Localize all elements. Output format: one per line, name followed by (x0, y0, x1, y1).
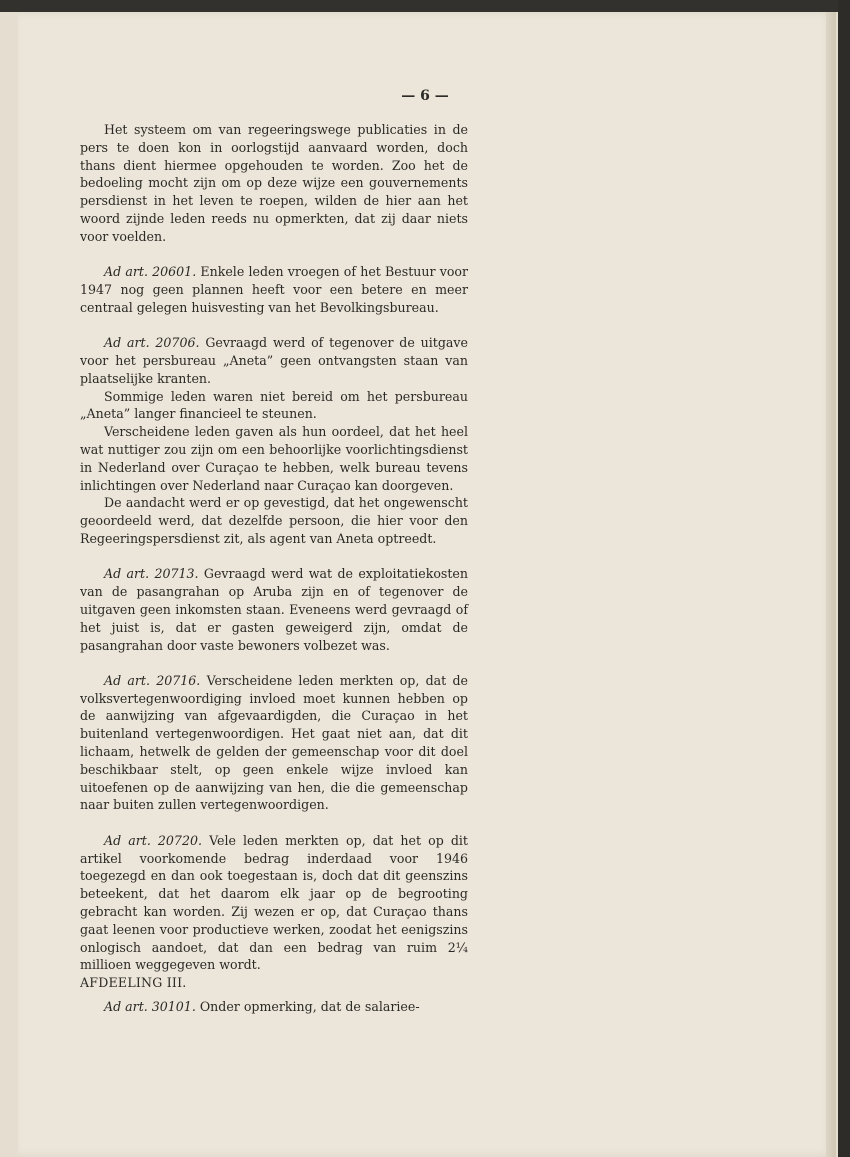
paragraph-text: Vele leden merkten op, dat het op dit artikel voorkomende bedrag inderdaad voor 1946 toegezegd en dan ook toegestaan is, doch dat dit geenszins beteekent, dat het daarom elk jaar op de begrooting gebracht kan worden. Zij wezen er op, dat Curaçao thans gaat leenen voor productieve werken, zoodat het eenigszins onlogisch aandoet, dat dan een bedrag van ruim 2¼ millioen weggegeven wordt. (80, 832, 468, 973)
article-reference: Ad art. 20716. (104, 672, 201, 688)
paragraph-art-20713 (80, 565, 468, 654)
paragraph-text: Enkele leden vroegen of het Bestuur voor 1947 nog geen plannen heeft voor een betere en meer centraal gelegen huisvesting van het Bevolkingsbureau. (80, 264, 468, 315)
paragraph-aandacht (80, 494, 468, 547)
paragraph-text: De aandacht werd er op gevestigd, dat het ongewenscht geoordeeld werd, dat dezelfde persoon, die hier voor den Regeeringspersdienst zit, als agent van Aneta optreedt. (80, 495, 468, 546)
document-body (80, 121, 468, 1016)
paragraph-text: Gevraagd werd of tegenover de uitgave voor het persbureau „Aneta” geen ontvangsten staan van plaatselijke kranten. (80, 335, 468, 386)
page-number: — 6 — (401, 88, 449, 104)
paragraph-text: Verscheidene leden gaven als hun oordeel, dat het heel wat nuttiger zou zijn om een behoorlijke voorlichtingsdienst in Nederland over Curaçao te hebben, welk bureau tevens inlichtingen over Nederland naar Curaçao kan doorgeven. (80, 424, 468, 493)
paragraph-art-20716 (80, 672, 468, 814)
paragraph-art-20706 (80, 334, 468, 387)
paragraph-voorlichtingsdienst (80, 423, 468, 494)
section-heading: AFDEELING III. (80, 975, 187, 991)
paragraph-art-20601 (80, 263, 468, 316)
paragraph-text: Het systeem om van regeeringswege publicaties in de pers te doen kon in oorlogstijd aanvaard worden, doch thans dient hiermee opgehouden te worden. Zoo het de bedoeling mocht zijn om op deze wijze een gouvernements persdienst in het leven te roepen, wilden de hier aan het woord zijnde leden reeds nu opmerkten, dat zij daar niets voor voelden. (80, 122, 468, 244)
paragraph-text: Onder opmerking, dat de salariee- (199, 999, 420, 1015)
paragraph-art-30101 (80, 998, 468, 1016)
paragraph-text: Verscheidene leden merkten op, dat de volksvertegenwoordiging invloed moet kunnen hebben op de aanwijzing van afgevaardigden, die Curaçao in het buitenland vertegenwoordigen. Het gaat niet aan, dat dit lichaam, hetwelk de gelden der gemeenschap voor dit doel beschikbaar stelt, op geen enkele wijze invloed kan uitoefenen op de aanwijzing van hen, die die gemeenschap naar buiten zullen vertegenwoordigen. (80, 672, 468, 813)
paragraph-aneta-steun (80, 388, 468, 424)
page-edge-shadow (826, 12, 836, 1157)
article-reference: Ad art. 20706. (104, 335, 200, 351)
article-reference: Ad art. 30101. (104, 999, 196, 1015)
scan-top-border (0, 0, 850, 12)
paragraph-text: Gevraagd werd wat de exploitatiekosten van de pasangrahan op Aruba zijn en of tegenover de uitgaven geen inkomsten staan. Eveneens werd gevraagd of het juist is, dat er gasten geweigerd zijn, omdat de pasangrahan door vaste bewoners volbezet was. (80, 566, 468, 653)
paragraph-intro (80, 121, 468, 246)
article-reference: Ad art. 20720. (104, 832, 202, 848)
paragraph-text: Sommige leden waren niet bereid om het persbureau „Aneta” langer financieel te steunen. (80, 388, 468, 422)
scan-right-border (838, 0, 850, 1157)
paragraph-art-20720 (80, 832, 468, 974)
article-reference: Ad art. 20713. (104, 566, 199, 582)
article-reference: Ad art. 20601. (104, 264, 197, 280)
